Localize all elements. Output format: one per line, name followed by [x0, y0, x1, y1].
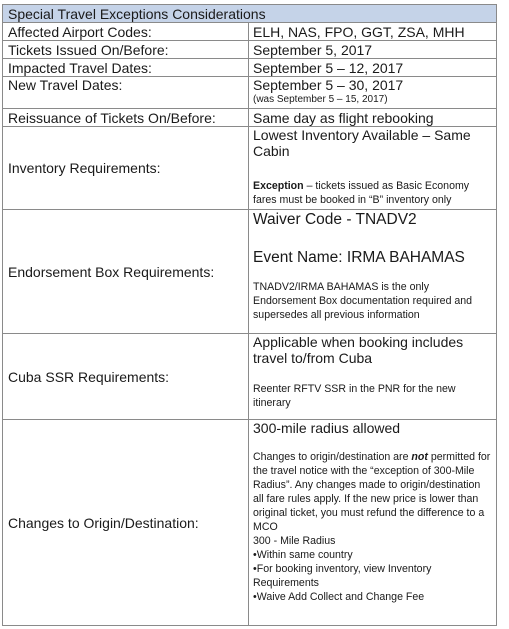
row-label: Affected Airport Codes:: [3, 23, 249, 41]
exception-text: – tickets issued as Basic Economy fares must be booked in “B” inventory only: [253, 180, 470, 206]
waiver-code: Waiver Code - TNADV2: [253, 211, 417, 228]
table-row: [3, 127, 497, 210]
row-label: Reissuance of Tickets On/Before:: [3, 109, 249, 127]
row-label: Cuba SSR Requirements:: [3, 334, 249, 420]
row-label: Impacted Travel Dates:: [3, 59, 249, 77]
inventory-exception: [253, 179, 491, 207]
table-row: [3, 109, 497, 127]
table-title: Special Travel Exceptions Considerations: [3, 5, 497, 23]
cuba-value: Applicable when booking includes travel to/from Cuba: [253, 334, 464, 366]
new-dates-previous: (was September 5 – 15, 2017): [253, 94, 388, 105]
row-label: Tickets Issued On/Before:: [3, 41, 249, 59]
new-dates-value: September 5 – 30, 2017: [253, 77, 404, 93]
row-label: Changes to Origin/Destination:: [3, 420, 249, 626]
table-row: [3, 420, 497, 626]
changes-text-rest: permitted for the travel notice with the “exception of 300-Mile Radius”. Any changes made to origin/destination all fare rules apply. If the new price is lower than original ticket, you must refund the difference to a MCO: [253, 451, 491, 533]
table-row: [3, 77, 497, 109]
table-row: [3, 23, 497, 41]
inventory-value: Lowest Inventory Available – Same Cabin: [253, 127, 471, 159]
changes-not: not: [411, 451, 428, 463]
radius-list: [253, 548, 491, 604]
row-value: [249, 420, 497, 626]
exception-label: Exception: [253, 180, 304, 192]
row-value: Same day as flight rebooking: [249, 109, 497, 127]
row-label: Endorsement Box Requirements:: [3, 210, 249, 334]
row-value: September 5 – 12, 2017: [249, 59, 497, 77]
list-item: • Waive Add Collect and Change Fee: [253, 590, 491, 604]
row-value: [249, 127, 497, 210]
list-item: • Within same country: [253, 548, 491, 562]
table-header-row: [3, 5, 497, 23]
row-value: [249, 334, 497, 420]
changes-value: 300-mile radius allowed: [253, 420, 401, 436]
row-value: ELH, NAS, FPO, GGT, ZSA, MHH: [249, 23, 497, 41]
row-value: September 5, 2017: [249, 41, 497, 59]
changes-paragraph: [253, 450, 491, 534]
row-label: Inventory Requirements:: [3, 127, 249, 210]
table-row: [3, 59, 497, 77]
table-row: [3, 210, 497, 334]
row-value: [249, 77, 497, 109]
table-row: [3, 41, 497, 59]
list-item: • For booking inventory, view Inventory Requirements: [253, 562, 491, 590]
event-name: Event Name: IRMA BAHAMAS: [253, 249, 465, 266]
cuba-note: Reenter RFTV SSR in the PNR for the new itinerary: [253, 383, 456, 409]
table-row: [3, 334, 497, 420]
changes-text: Changes to origin/destination are: [253, 451, 412, 463]
radius-heading: 300 - Mile Radius: [253, 535, 336, 547]
row-value: [249, 210, 497, 334]
row-label: New Travel Dates:: [3, 77, 249, 109]
endorsement-note: TNADV2/IRMA BAHAMAS is the only Endorsement Box documentation required and supersedes all previous information: [253, 281, 473, 321]
travel-exceptions-table: [2, 4, 497, 626]
